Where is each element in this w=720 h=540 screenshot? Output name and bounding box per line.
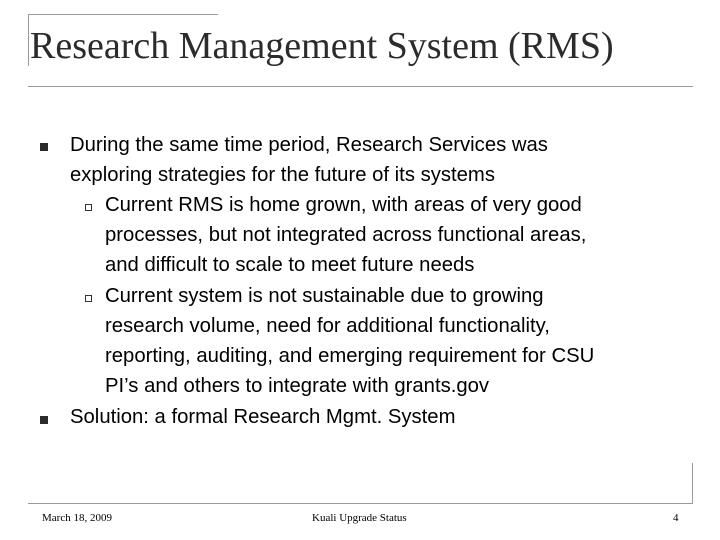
bullet-marker [40,416,48,424]
bullet-line: Solution: a formal Research Mgmt. System [70,406,456,428]
title-frame-horizontal [28,14,218,15]
bullet-line: During the same time period, Research Services was [70,134,548,156]
sub-bullet-line: research volume, need for additional functionality, [105,315,550,337]
sub-bullet-marker [85,295,92,302]
sub-bullet-marker [85,204,92,211]
sub-bullet-line: Current RMS is home grown, with areas of very good [105,194,582,216]
sub-bullet-line: reporting, auditing, and emerging requirement for CSU [105,345,595,367]
slide-title: Research Management System (RMS) [30,25,614,67]
footer-center-text: Kuali Upgrade Status [312,512,407,524]
bullet-marker [40,143,48,151]
footer-date: March 18, 2009 [42,512,112,524]
bullet-line: exploring strategies for the future of its systems [70,164,495,186]
sub-bullet-line: and difficult to scale to meet future needs [105,254,475,276]
sub-bullet-line: processes, but not integrated across functional areas, [105,224,587,246]
sub-bullet-line: Current system is not sustainable due to growing [105,285,544,307]
sub-bullet-line: PI’s and others to integrate with grants.gov [105,375,490,397]
page-number: 4 [673,512,679,524]
title-divider [28,86,693,87]
footer-corner [692,463,693,504]
footer-divider [28,503,693,504]
title-frame-vertical [28,14,29,66]
